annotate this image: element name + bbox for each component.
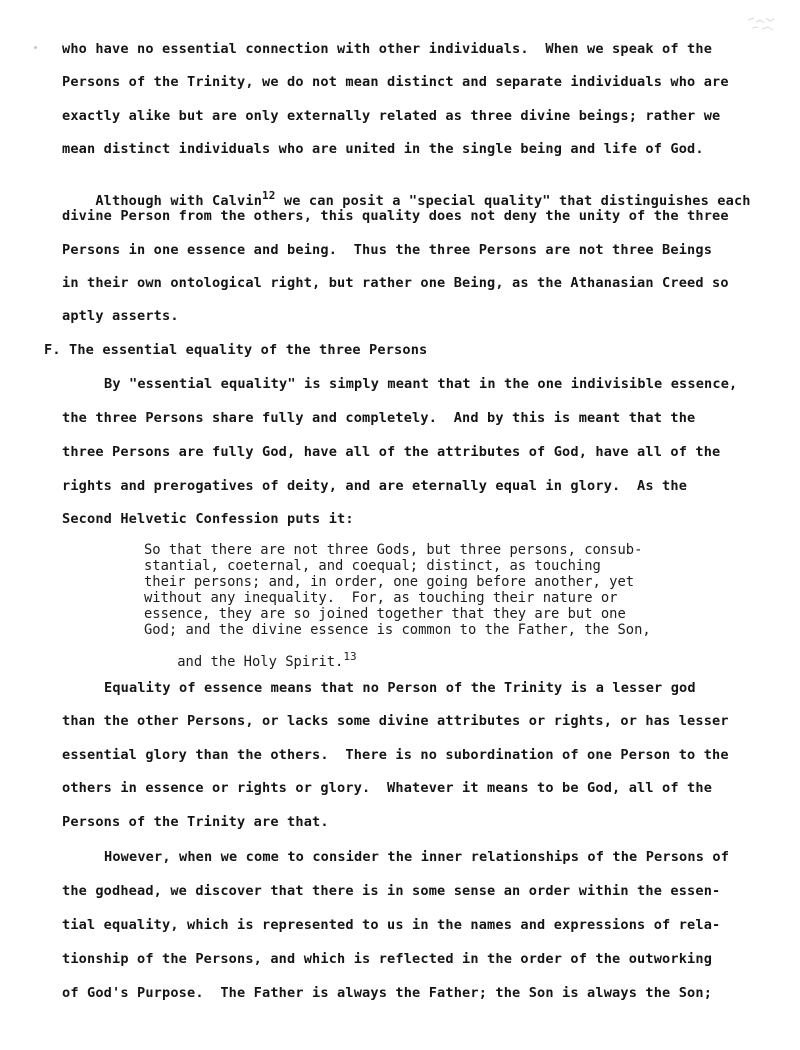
block-quote-line: essence, they are so joined together that they are but one [144, 606, 626, 622]
text-line: in their own ontological right, but rather one Being, as the Athanasian Creed so [62, 275, 729, 291]
text-line: the three Persons share fully and completely. And by this is meant that the [62, 410, 696, 426]
block-quote-line: without any inequality. For, as touching their nature or [144, 590, 618, 606]
block-quote-line: So that there are not three Gods, but three persons, consub- [144, 542, 643, 558]
text-line: who have no essential connection with other individuals. When we speak of the [62, 41, 713, 57]
block-quote-line: God; and the divine essence is common to the Father, the Son, [144, 622, 651, 638]
text-line: others in essence or rights or glory. Whatever it means to be God, all of the [62, 780, 713, 796]
footnote-ref-12: 12 [262, 189, 276, 202]
text-line: Persons in one essence and being. Thus the three Persons are not three Beings [62, 242, 713, 258]
scan-speck [34, 46, 37, 49]
text-line: By "essential equality" is simply meant that in the one indivisible essence, [104, 376, 738, 392]
text-line: rights and prerogatives of deity, and are eternally equal in glory. As the [62, 478, 688, 494]
text-line: mean distinct individuals who are united in the single being and life of God. [62, 141, 704, 157]
text-line: exactly alike but are only externally related as three divine beings; rather we [62, 108, 721, 124]
text-fragment: we can posit a "special quality" that distinguishes each [283, 193, 751, 209]
text-line: divine Person from the others, this quality does not deny the unity of the three [62, 208, 729, 224]
block-quote-line: their persons; and, in order, one going before another, yet [144, 574, 635, 590]
text-line: aptly asserts. [62, 308, 179, 324]
text-line: than the other Persons, or lacks some divine attributes or rights, or has lesser [62, 713, 729, 729]
footnote-ref-13: 13 [343, 649, 357, 663]
section-heading: F. The essential equality of the three Persons [44, 342, 428, 358]
text-line: the godhead, we discover that there is in some sense an order within the essen- [62, 883, 721, 899]
block-quote-line: stantial, coeternal, and coequal; distinct, as touching [144, 558, 601, 574]
text-line: Equality of essence means that no Person of the Trinity is a lesser god [104, 680, 696, 696]
text-line: tial equality, which is represented to us in the names and expressions of rela- [62, 917, 721, 933]
text-line: tionship of the Persons, and which is reflected in the order of the outworking [62, 951, 713, 967]
text-line: essential glory than the others. There is no subordination of one Person to the [62, 747, 729, 763]
text-line: Persons of the Trinity, we do not mean distinct and separate individuals who are [62, 74, 729, 90]
text-line: of God's Purpose. The Father is always the Father; the Son is always the Son; [62, 985, 713, 1001]
faint-scan-mark [746, 14, 778, 36]
text-fragment: Although with Calvin [95, 193, 263, 209]
text-line: However, when we come to consider the inner relationships of the Persons of [104, 849, 730, 865]
text-line: Second Helvetic Confession puts it: [62, 511, 354, 527]
text-line: three Persons are fully God, have all of the attributes of God, have all of the [62, 444, 721, 460]
text-line: Persons of the Trinity are that. [62, 814, 329, 830]
text-fragment: and the Holy Spirit. [177, 653, 344, 670]
